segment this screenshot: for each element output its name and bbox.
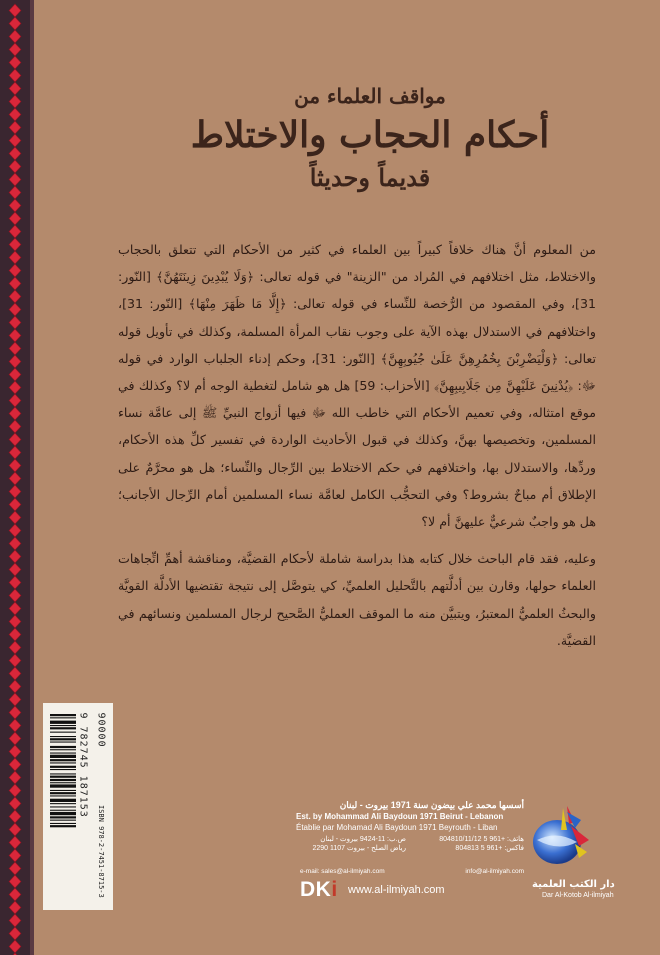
fax-number: فاكس: +961 5 804813 [455,845,524,852]
diamond-ornament [9,30,21,43]
barcode-bar [50,755,76,758]
diamond-ornament [9,862,21,875]
diamond-ornament [9,134,21,147]
diamond-ornament [9,719,21,732]
diamond-ornament [9,446,21,459]
diamond-ornament [9,173,21,186]
diamond-ornament [9,43,21,56]
diamond-ornament [9,160,21,173]
diamond-ornament [9,849,21,862]
diamond-ornament [9,433,21,446]
barcode-bar [50,795,76,796]
diamond-ornament [9,420,21,433]
riad-solh: رياض الصلح - بيروت 1107 2290 [312,845,406,852]
diamond-ornament [9,654,21,667]
diamond-ornament [9,485,21,498]
diamond-ornament [9,95,21,108]
barcode-bar [50,823,76,824]
diamond-ornament [9,875,21,888]
title-bottom-line: قديماً وحديثاً [309,163,431,192]
barcode-bar [50,753,76,754]
diamond-ornament [9,641,21,654]
barcode-bar [50,769,76,770]
publisher-est-french: Établie par Mohamad Ali Baydoun 1971 Beyrouth - Liban [296,823,498,832]
diamond-ornament [9,17,21,30]
diamond-ornament [9,290,21,303]
barcode-bar [50,810,76,811]
contact-column-left [296,835,406,853]
diamond-ornament [9,69,21,82]
title-top-line: مواقف العلماء من [294,84,446,108]
diamond-ornament [9,316,21,329]
barcode-bar [50,792,76,794]
website-url: www.al-ilmiyah.com [348,884,445,896]
diamond-ornament [9,576,21,589]
diamond-ornament [9,342,21,355]
barcode-bar [50,779,76,781]
barcode-bar [50,725,76,726]
barcode-bar [50,799,76,802]
diamond-ornament [9,823,21,836]
diamond-ornament [9,394,21,407]
description-paragraph-1: من المعلوم أنَّ هناك خلافاً كبيراً بين العلماء في كثير من الأحكام التي تتعلق بالحجاب والاختلاط، مثل اختلافهم في المُراد من "الزينة" في قوله تعالى: ﴿وَلَا يُبْدِينَ زِينَتَهُنَّ﴾ [النّور: 31]، وفي المقصود من الرُّخصة للنِّساء في قوله تعالى: ﴿إِلَّا مَا ظَهَرَ مِنْهَا﴾ [النّور: 31]، واختلافهم في الاستدلال بهذه الآية على وجوب نقاب المرأة المسلمة، وكذلك في تأويل قوله تعالى: ﴿وَلْيَضْرِبْنَ بِخُمُرِهِنَّ عَلَىٰ جُيُوبِهِنَّ﴾ [النّور: 31]، وحكم إدناء الجلباب الوارد في قوله ﷻ: ﴿يُدْنِينَ عَلَيْهِنَّ مِن جَلَابِيبِهِنَّ﴾ [الأحزاب: 59] هل هو شامل لتغطية الوجه أم لا؟ وكذلك في موقع امتثاله، وفي تعميم الأحكام التي خاطب الله ﷻ فيها أزواج النبيِّ ﷺ إلى عامَّة نساء المسلمين، وتخصيصها بهنَّ، وكذلك في قبول الأحاديث الواردة في تفسير كلِّ هذه الأحكام، وردِّها، والاستدلال بها، واختلافهم في حكم الاختلاط بين الرِّجال والنِّساء؛ هل هو محرَّمٌ على الإطلاق أم مباحٌ بشروط؟ وفي التحجُّب الكامل لعامَّة نساء المسلمين أمام الرِّجال الأجانب؛ هل هو واجبٌ شرعيٌّ عليهنَّ أم لا؟ [118,242,596,530]
barcode-bar [50,773,76,774]
diamond-ornament [9,303,21,316]
diamond-ornament [9,628,21,641]
diamond-ornament [9,264,21,277]
diamond-ornament [9,329,21,342]
price-code [96,712,106,792]
publisher-est-english: Est. by Mohammad Ali Baydoun 1971 Beirut - Lebanon [296,812,504,821]
barcode-bar [50,820,76,821]
diamond-ornament [9,927,21,940]
diamond-ornament [9,940,21,953]
diamond-ornament [9,901,21,914]
diamond-ornament [9,108,21,121]
barcode-bar [50,806,76,807]
barcode-bar [50,825,76,827]
barcode-bar [50,812,76,815]
diamond-ornament [9,524,21,537]
diamond-ornament [9,550,21,563]
description-text [118,236,596,654]
barcode-bar [50,742,76,743]
diamond-ornament [9,56,21,69]
diamond-ornament [9,199,21,212]
barcode-bar [50,782,76,783]
diamond-ornament [9,82,21,95]
isbn-text: ISBN 978-2-7451-8715-3 [97,805,105,898]
diamond-ornament [9,407,21,420]
description-paragraph-2: وعليه، فقد قام الباحث خلال كتابه هذا بدراسة شاملة لأحكام القضيَّة، ومناقشة أهمِّ اتِّجاهات العلماء حولها، وقارن بين أدلَّتهم بالتَّحليل العلميِّ، كي يتوصَّل إلى نتيجة تقتضيها الأدلَّة القويَّة والبحثُ العلميُّ المعتبرُ، ويتبيَّن منه ما الموقف العمليُّ الصَّحيح لرجال المسلمين ونسائهم في القضيَّة. [118,551,596,648]
diamond-ornament [9,810,21,823]
diamond-ornament [9,745,21,758]
email-line [300,868,524,875]
publisher-name-english: Dar Al-Kotob Al-ilmiyah [542,892,614,899]
diamond-ornament [9,706,21,719]
dki-logo-letters: DK [300,878,332,901]
barcode-bar [50,738,76,740]
diamond-ornament [9,355,21,368]
phone-number: هاتف: +961 5 804810/11/12 [439,836,524,843]
diamond-ornament [9,186,21,199]
diamond-ornament [9,797,21,810]
diamond-ornament [9,121,21,134]
diamond-ornament [9,732,21,745]
publisher-contacts [296,835,524,853]
diamond-ornament [9,615,21,628]
contact-column-right [414,835,524,853]
diamond-ornament [9,836,21,849]
barcode-bar [50,717,76,718]
red-diamond-border [6,0,24,955]
globe-logo-icon [523,800,595,876]
diamond-ornament [9,537,21,550]
sales-email: e-mail: sales@al-ilmiyah.com [300,868,385,875]
diamond-ornament [9,498,21,511]
diamond-ornament [9,472,21,485]
diamond-ornament [9,251,21,264]
title-block [150,82,590,196]
main-title: أحكام الحجاب والاختلاط [190,114,550,156]
diamond-ornament [9,758,21,771]
barcode-bar [50,762,76,763]
diamond-ornament [9,680,21,693]
dki-logo-accent: i [331,878,338,901]
diamond-ornament [9,368,21,381]
barcode-bar [50,727,76,729]
diamond-ornament [9,4,21,17]
barcode-bar [50,790,76,791]
diamond-ornament [9,147,21,160]
barcode-bar [50,803,76,804]
barcode-number [78,712,88,904]
isbn-label [96,806,106,906]
diamond-ornament [9,771,21,784]
barcode-digits-text: 9 782745 187153 [77,712,89,818]
diamond-ornament [9,784,21,797]
barcode-bar [50,721,76,724]
diamond-ornament [9,212,21,225]
diamond-ornament [9,667,21,680]
barcode-bar [50,816,76,818]
barcode-bar [50,749,76,750]
price-code-text: 90000 [95,712,107,748]
po-box: ص.ب: 11-9424 بيروت - لبنان [320,836,406,843]
dki-logo [300,878,338,902]
publisher-est-arabic: أسسها محمد علي بيضون سنة 1971 بيروت - لبنان [339,800,524,810]
diamond-ornament [9,277,21,290]
barcode-bar [50,776,76,778]
diamond-ornament [9,563,21,576]
barcode-bar [50,714,76,716]
info-email: info@al-ilmiyah.com [465,868,524,875]
diamond-ornament [9,693,21,706]
diamond-ornament [9,225,21,238]
diamond-ornament [9,238,21,251]
diamond-ornament [9,381,21,394]
diamond-ornament [9,589,21,602]
diamond-ornament [9,888,21,901]
barcode-bar [50,759,76,761]
barcode-bar [50,732,76,733]
barcode-bar [50,784,76,787]
barcode-bar [50,746,76,748]
barcode-bar [50,766,76,768]
barcode-bar [50,736,76,737]
diamond-ornament [9,459,21,472]
diamond-ornament [9,511,21,524]
diamond-ornament [9,914,21,927]
publisher-name-arabic: دار الكتب العلمية [532,879,615,890]
diamond-ornament [9,602,21,615]
